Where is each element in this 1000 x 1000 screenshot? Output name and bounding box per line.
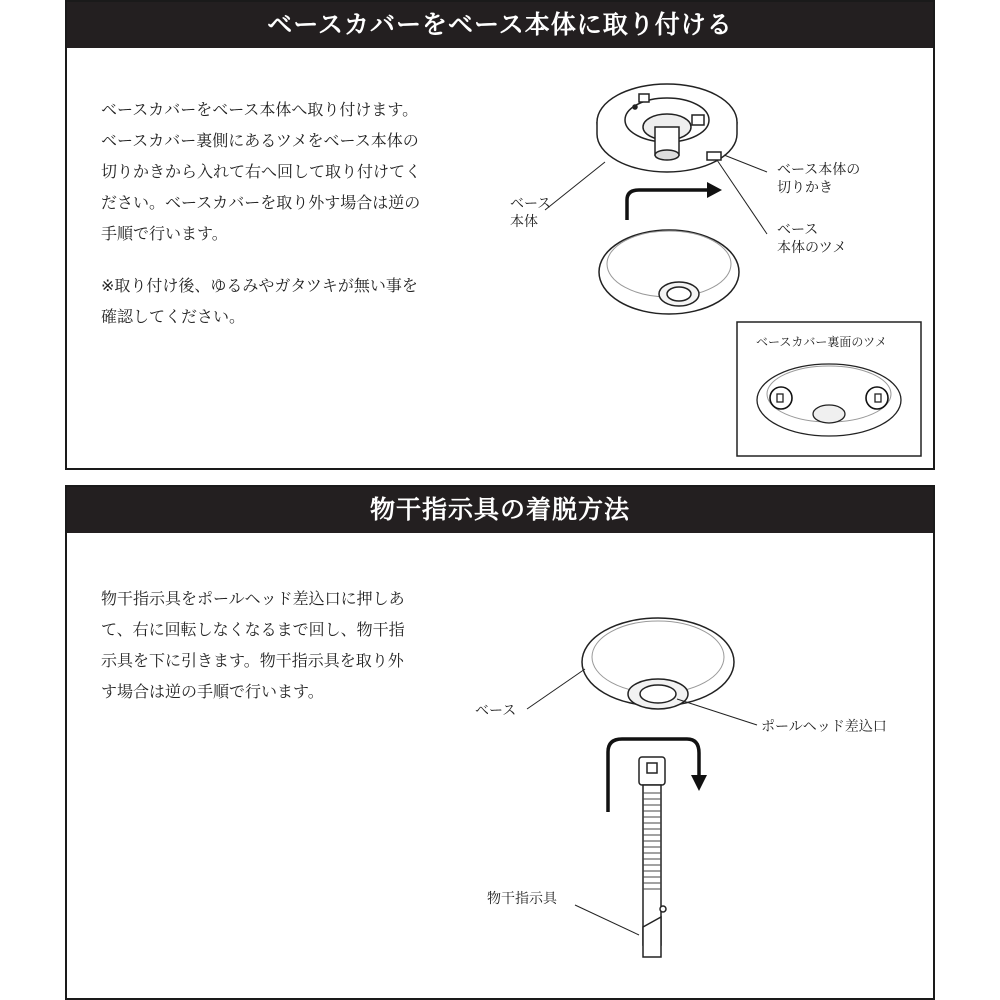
base-cover-illustration	[599, 230, 739, 314]
base-body-illustration	[597, 84, 737, 172]
cover-underside-illustration	[757, 364, 901, 436]
leader-line-slot	[677, 699, 757, 725]
leader-line-claw	[717, 160, 767, 234]
label-base: ベース	[475, 703, 517, 719]
leader-line-base-body	[545, 162, 605, 210]
indicator-rod-illustration	[639, 757, 666, 957]
leader-line-indicator	[575, 905, 639, 935]
base-cover-diagram	[67, 2, 933, 468]
rotation-arrow-icon	[627, 190, 707, 220]
inset-title: ベースカバー裏面のツメ	[756, 335, 887, 349]
label-claw-2: 本体のツメ	[777, 240, 847, 256]
label-pole-head-slot: ポールヘッド差込口	[761, 719, 887, 735]
base-illustration	[582, 618, 734, 709]
label-base-body-1: ベース	[510, 196, 552, 212]
section-title: 物干指示具の着脱方法	[67, 487, 933, 533]
section-indicator-attach	[65, 485, 935, 1000]
leader-line-notch	[724, 155, 767, 172]
instruction-text: ベースカバーをベース本体へ取り付けます。 ベースカバー裏側にあるツメをベース本体の 切りかきから入れて右へ回して取り付けてく ださい。ベースカバーを取り外す場合は逆の 手順で行います。	[101, 100, 422, 243]
label-notch-1: ベース本体の	[777, 162, 861, 178]
inset-box	[737, 322, 921, 456]
section-title: ベースカバーをベース本体に取り付ける	[67, 2, 933, 48]
note-text: ※取り付け後、ゆるみやガタツキが無い事を 確認してください。	[101, 276, 418, 326]
arrowhead-icon	[691, 775, 707, 791]
label-base-body-2: 本体	[510, 214, 538, 230]
instruction-text: 物干指示具をポールヘッド差込口に押しあ て、右に回転しなくなるまで回し、物干指 示具を下に引きます。物干指示具を取り外 す場合は逆の手順で行います。	[101, 589, 405, 701]
indicator-diagram	[67, 487, 933, 998]
label-notch-2: 切りかき	[777, 180, 833, 196]
arrowhead-icon	[707, 182, 722, 198]
leader-line-base	[527, 669, 585, 709]
label-claw-1: ベース	[777, 222, 819, 238]
section-attach-base-cover	[65, 0, 935, 470]
label-indicator: 物干指示具	[487, 891, 557, 907]
